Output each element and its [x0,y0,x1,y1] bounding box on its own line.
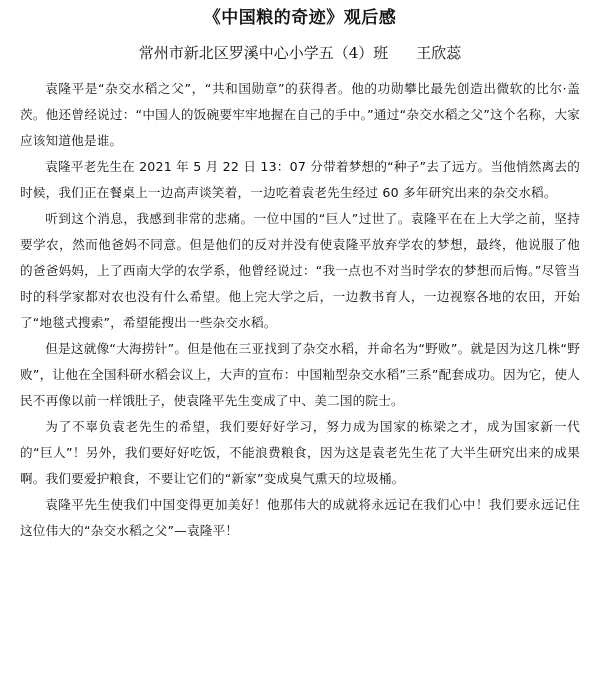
paragraph: 但是这就像“大海捞针”。但是他在三亚找到了杂交水稻，并命名为“野败”。就是因为这几株“野败”，让他在全国科研水稻会议上，大声的宣布：中国籼型杂交水稻”三系”配套成功。因为它，使人民不再像以前一样饿肚子，使袁隆平先生变成了中、美二国的院士。 [20,341,580,408]
paragraph: 听到这个消息，我感到非常的悲痛。一位中国的“巨人”过世了。袁隆平在在上大学之前，坚持要学农，然而他爸妈不同意。但是他们的反对并没有使袁隆平放弃学农的梦想，最终，他说服了他的爸爸妈妈，上了西南大学的农学系，他曾经说过：“我一点也不对当时学农的梦想而后悔。”尽管当时的科学家都对农也没有什么希望。他上完大学之后，一边教书育人，一边视察各地的农田，开始了“地毯式搜索”，希望能搜出一些杂交水稻。 [20,211,580,330]
document-title: 《中国粮的奇迹》观后感 [203,8,397,28]
byline [20,42,580,64]
author-name: 王欣蕊 [416,44,462,62]
paragraph: 为了不辜负袁老先生的希望，我们要好好学习，努力成为国家的栋梁之才，成为国家新一代的“巨人”！另外，我们要好好吃饭，不能浪费粮食，因为这是袁老先生花了大半生研究出来的成果啊。我们要爱护粮食，不要让它们的“新家”变成臭气熏天的垃圾桶。 [20,419,580,486]
school-class: 常州市新北区罗溪中心小学五（4）班 [138,44,389,62]
paragraph: 袁隆平是“杂交水稻之父”，“共和国勋章”的获得者。他的功勋攀比最先创造出微软的比尔·盖茨。他还曾经说过：“中国人的饭碗要牢牢地握在自己的手中。”通过“杂交水稻之父”这个名称，大家应该知道他是谁。 [20,81,580,148]
article-body [20,76,580,544]
paragraph: 袁隆平先生使我们中国变得更加美好！他那伟大的成就将永远记在我们心中！我们要永远记住这位伟大的“杂交水稻之父”—袁隆平！ [20,497,580,538]
paragraph: 袁隆平老先生在 2021 年 5 月 22 日 13：07 分带着梦想的“种子”去了远方。当他悄然离去的时候，我们正在餐桌上一边高声谈笑着，一边吃着袁老先生经过 60 多年研究出来的杂交水稻。 [20,159,580,200]
